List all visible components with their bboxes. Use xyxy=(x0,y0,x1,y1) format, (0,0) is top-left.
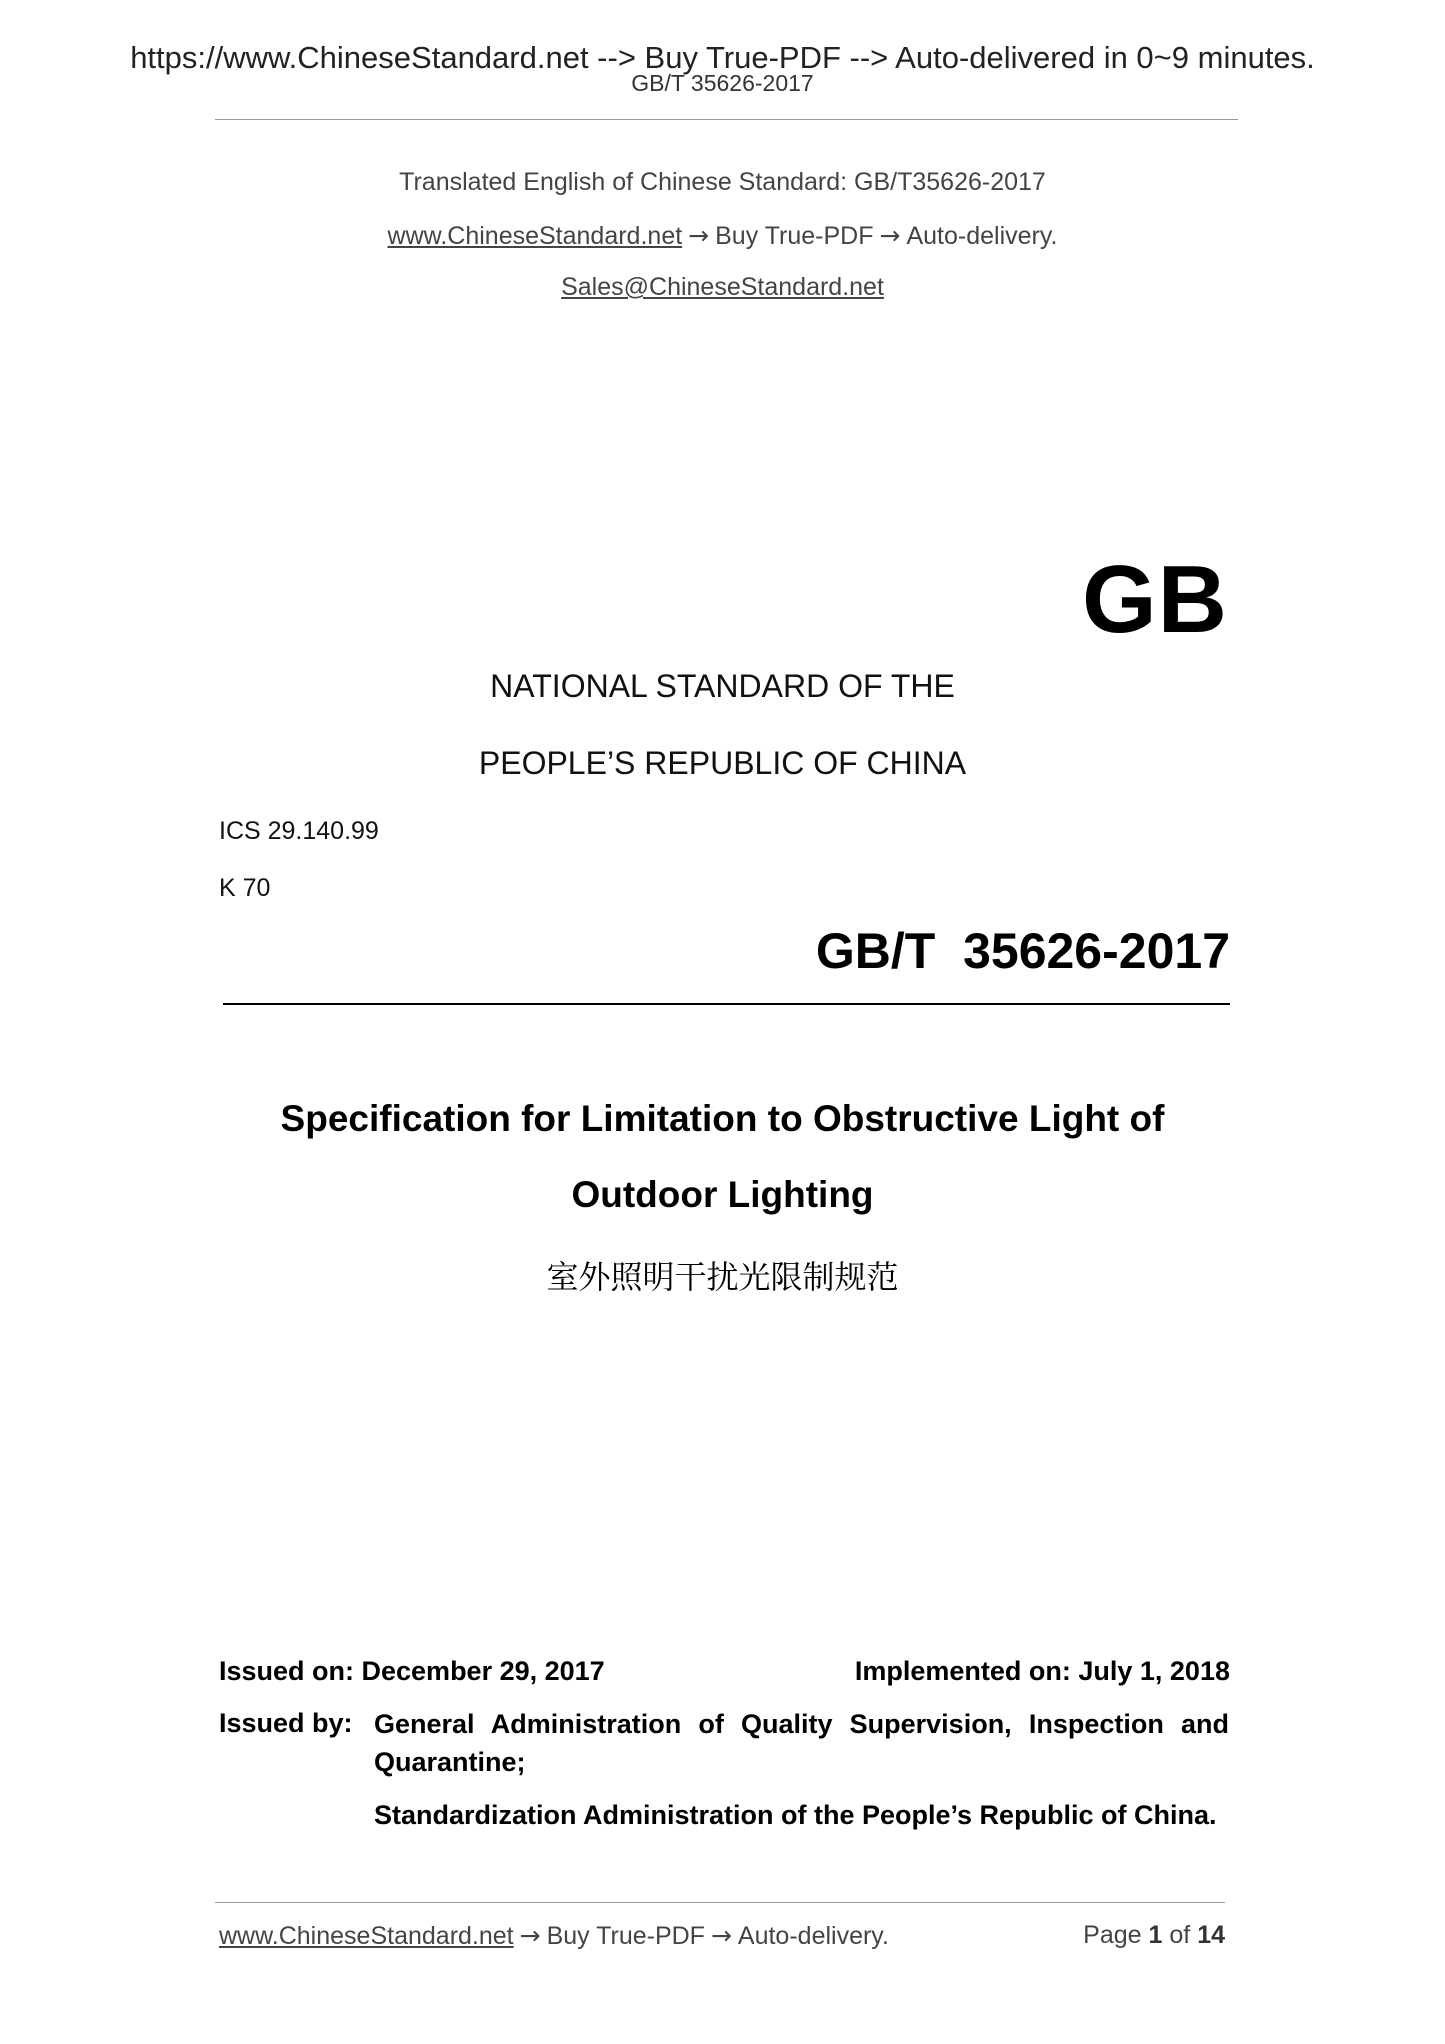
page-total: 14 xyxy=(1197,1921,1225,1949)
issued-by-label: Issued by: xyxy=(219,1708,353,1738)
arrow-right-icon: → xyxy=(688,221,710,250)
email-link[interactable]: Sales@ChineseStandard.net xyxy=(561,273,884,301)
implemented-on-date: Implemented on: July 1, 2018 xyxy=(854,1656,1230,1686)
title-chinese: 室外照明干扰光限制规范 xyxy=(546,1258,899,1296)
footer-buy-text: Buy True-PDF xyxy=(546,1922,705,1950)
footer-delivery-text: Auto-delivery. xyxy=(737,1922,889,1950)
delivery-text: Auto-delivery. xyxy=(906,222,1058,250)
issued-on-date: Issued on: December 29, 2017 xyxy=(219,1656,605,1686)
issuer-sac: Standardization Administration of the People’s Republic of China. xyxy=(374,1800,1217,1830)
footer-site-link[interactable]: www.ChineseStandard.net xyxy=(219,1922,514,1950)
ccs-code: K 70 xyxy=(219,874,271,902)
page-word: Page xyxy=(1083,1921,1142,1949)
buy-text: Buy True-PDF xyxy=(715,222,874,250)
page-current: 1 xyxy=(1148,1921,1163,1949)
top-banner: https://www.ChineseStandard.net --> Buy True-PDF --> Auto-delivered in 0~9 minutes. xyxy=(130,40,1315,75)
issuer-aqsiq: General Administration of Quality Supervision, Inspection and Quarantine; xyxy=(374,1709,1229,1777)
arrow-right-icon: → xyxy=(710,1921,732,1950)
footer-links xyxy=(219,1921,889,1951)
of-word: of xyxy=(1169,1921,1191,1949)
standard-number: GB/T 35626-2017 xyxy=(815,923,1230,979)
translation-links xyxy=(0,221,1445,251)
header-divider xyxy=(215,119,1238,120)
footer-divider xyxy=(215,1902,1225,1903)
site-link[interactable]: www.ChineseStandard.net xyxy=(387,222,683,250)
translation-title: Translated English of Chinese Standard: GB/T35626-2017 xyxy=(399,168,1046,196)
title-english-line-1: Specification for Limitation to Obstructive Light of xyxy=(280,1098,1165,1139)
gb-logo: GB xyxy=(1082,546,1228,653)
national-standard-line-2: PEOPLE’S REPUBLIC OF CHINA xyxy=(478,745,967,781)
standard-divider xyxy=(223,1003,1230,1005)
ics-code: ICS 29.140.99 xyxy=(219,817,379,845)
running-header: GB/T 35626-2017 xyxy=(631,70,814,96)
title-english-line-2: Outdoor Lighting xyxy=(571,1174,874,1215)
translation-email xyxy=(0,273,1445,302)
arrow-right-icon: → xyxy=(879,221,901,250)
national-standard-line-1: NATIONAL STANDARD OF THE xyxy=(490,668,955,704)
arrow-right-icon: → xyxy=(519,1921,541,1950)
page-indicator xyxy=(1083,1921,1225,1950)
